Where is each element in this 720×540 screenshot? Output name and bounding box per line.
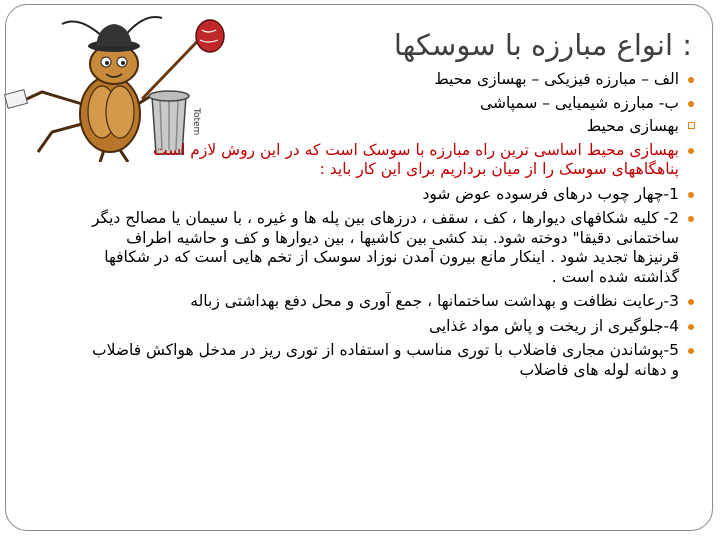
bullet-icon (688, 101, 694, 107)
square-bullet-icon (688, 122, 695, 129)
bullet-icon (688, 192, 694, 198)
list-item: بهسازی محیط (84, 117, 694, 137)
list-item: 1-چهار چوب درهای فرسوده عوض شود (84, 185, 694, 205)
list-item: بهسازی محیط اساسی ترین راه مبارزه با سوسک است که در این روش لازم است پناهگاههای سوسک را از میان برداریم برای این کار باید : (84, 141, 694, 180)
bullet-icon (688, 348, 694, 354)
bullet-icon (688, 299, 694, 305)
list-item: 3-رعایت نظافت و بهداشت ساختمانها ، جمع آوری و محل دفع بهداشتی زباله (84, 292, 694, 312)
list-item: ب- مبارزه شیمیایی – سمپاشی (84, 94, 694, 114)
bullet-icon (688, 148, 694, 154)
can-label: Totem (191, 108, 201, 136)
bullet-icon (688, 324, 694, 330)
content-list (84, 70, 694, 385)
list-item: الف – مبارزه فیزیکی – بهسازی محیط (84, 70, 694, 90)
list-item: 4-جلوگیری از ریخت و پاش مواد غذایی (84, 317, 694, 337)
slide-title: : انواع مبارزه با سوسکها (393, 28, 692, 62)
list-item: 2- کلیه شکافهای دیوارها ، کف ، سقف ، درزهای بین پله ها و غیره ، با سیمان یا مصالح دیگر ساختمانی دقیقا" دوخته شود. بند کشی بین کاشیها ، بین دیوارها و کف و حاشیه اطراف قرنیزها تجدید شود . اینکار مانع بیرون آمدن نوزاد سوسک از تخم هایی است که در شکافها گذاشته شده است . (84, 209, 694, 287)
bullet-icon (688, 216, 694, 222)
bullet-icon (688, 77, 694, 83)
list-item: 5-پوشاندن مجاری فاضلاب با توری مناسب و استفاده از توری ریز در مدخل هواکش فاضلاب و دهانه لوله های فاضلاب (84, 341, 694, 380)
